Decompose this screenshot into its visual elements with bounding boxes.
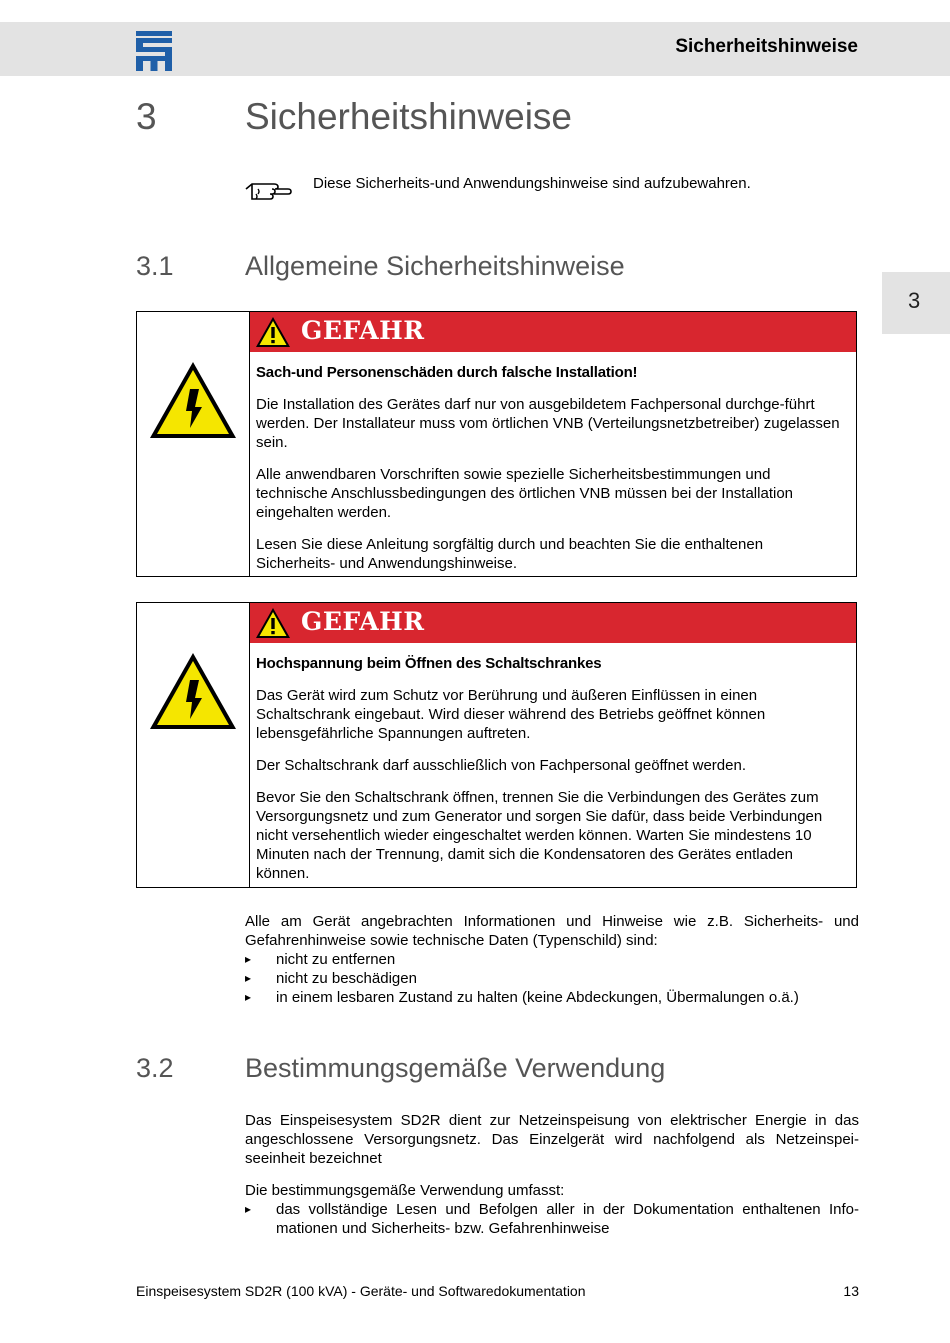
intended-use-list	[245, 1200, 859, 1238]
chapter-number: 3	[136, 96, 157, 137]
device-info-block	[245, 912, 859, 1007]
danger-box-installation	[136, 311, 857, 577]
danger-paragraph: Die Installation des Gerätes darf nur von ausgebildetem Fachpersonal durchge-führt werden. Der Installateur muss vom örtlichen VNB (Verteilungsnetzbetreiber) zugelassen sein.	[256, 396, 840, 451]
danger-paragraph: Der Schaltschrank darf ausschließlich von Fachpersonal geöffnet werden.	[256, 757, 746, 774]
danger-paragraph: Das Gerät wird zum Schutz vor Berührung und äußeren Einflüssen in einen Schaltschrank eingebaut. Wird dieser während des Betriebs geöffnet können lebensgefährliche Spannungen auftreten.	[256, 687, 766, 742]
danger-label: GEFAHR	[301, 607, 425, 636]
footer-document-title: Einspeisesystem SD2R (100 kVA) - Geräte- und Softwaredokumentation	[136, 1283, 586, 1299]
chapter-note: Diese Sicherheits-und Anwendungshinweise sind aufzubewahren.	[313, 175, 751, 192]
footer-page-number: 13	[843, 1283, 859, 1299]
danger-label: GEFAHR	[301, 316, 425, 345]
intended-use-intro: Die bestimmungsgemäße Verwendung umfasst:	[245, 1182, 565, 1199]
company-logo	[136, 31, 172, 71]
high-voltage-warning-icon	[147, 650, 239, 732]
list-item: ▸ nicht zu entfernen	[245, 950, 859, 969]
section-3-2-number: 3.2	[136, 1053, 174, 1083]
warning-triangle-icon	[255, 316, 291, 348]
danger-box-icon-cell	[137, 312, 250, 576]
chapter-side-tab[interactable]	[882, 272, 950, 334]
danger-lead: Sach-und Personenschäden durch falsche Installation!	[256, 364, 638, 381]
header-title: Sicherheitshinweise	[675, 36, 858, 57]
list-item: ▸ nicht zu beschädigen	[245, 969, 859, 988]
danger-paragraph: Bevor Sie den Schaltschrank öffnen, trennen Sie die Verbindungen des Gerätes zum Versorgungsnetz und zum Generator und sorgen Sie dafür, dass beide Verbindungen nicht versehentlich wieder eingeschaltet werden können. Warten Sie mindestens 10 Minuten nach der Trennung, damit sich die Kondensatoren des Gerätes entladen können.	[256, 789, 823, 882]
chapter-side-tab-label: 3	[908, 288, 921, 313]
danger-paragraph: Alle anwendbaren Vorschriften sowie spezielle Sicherheitsbestimmungen und technische Anschlussbedingungen des örtlichen VNB müssen bei der Installation eingehalten werden.	[256, 466, 793, 521]
section-3-2-title: Bestimmungsgemäße Verwendung	[245, 1053, 666, 1083]
intended-use-block	[245, 1111, 859, 1238]
danger-banner	[250, 312, 856, 352]
intended-use-paragraph: Das Einspeisesystem SD2R dient zur Netzeinspeisung von elektrischer Energie in das angeschlossene Versorgungsnetz. Das Einzelgerät wird nachfolgend als Netzeinspei-seeinheit bezeichnet	[245, 1112, 859, 1167]
danger-box-high-voltage	[136, 602, 857, 888]
danger-paragraph: Lesen Sie diese Anleitung sorgfältig durch und beachten Sie die enthaltenen Sicherheits- und Anwendungshinweise.	[256, 536, 764, 572]
list-item: ▸ das vollständige Lesen und Befolgen aller in der Dokumentation enthaltenen Info-mationen und Sicherheits- bzw. Gefahrenhinweise	[245, 1200, 859, 1238]
danger-lead: Hochspannung beim Öffnen des Schaltschrankes	[256, 655, 602, 672]
pointing-hand-icon	[244, 176, 292, 202]
danger-banner	[250, 603, 856, 643]
warning-triangle-icon	[255, 607, 291, 639]
device-info-text: Alle am Gerät angebrachten Informationen und Hinweise wie z.B. Sicherheits- und Gefahrenhinweise sowie technische Daten (Typenschild) sind:	[245, 913, 859, 949]
chapter-title: Sicherheitshinweise	[245, 96, 573, 137]
high-voltage-warning-icon	[147, 359, 239, 441]
list-item: ▸ in einem lesbaren Zustand zu halten (keine Abdeckungen, Übermalungen o.ä.)	[245, 988, 859, 1007]
section-3-1-number: 3.1	[136, 251, 174, 281]
danger-box-icon-cell	[137, 603, 250, 887]
section-3-1-title: Allgemeine Sicherheitshinweise	[245, 251, 625, 281]
device-info-list	[245, 950, 859, 1007]
